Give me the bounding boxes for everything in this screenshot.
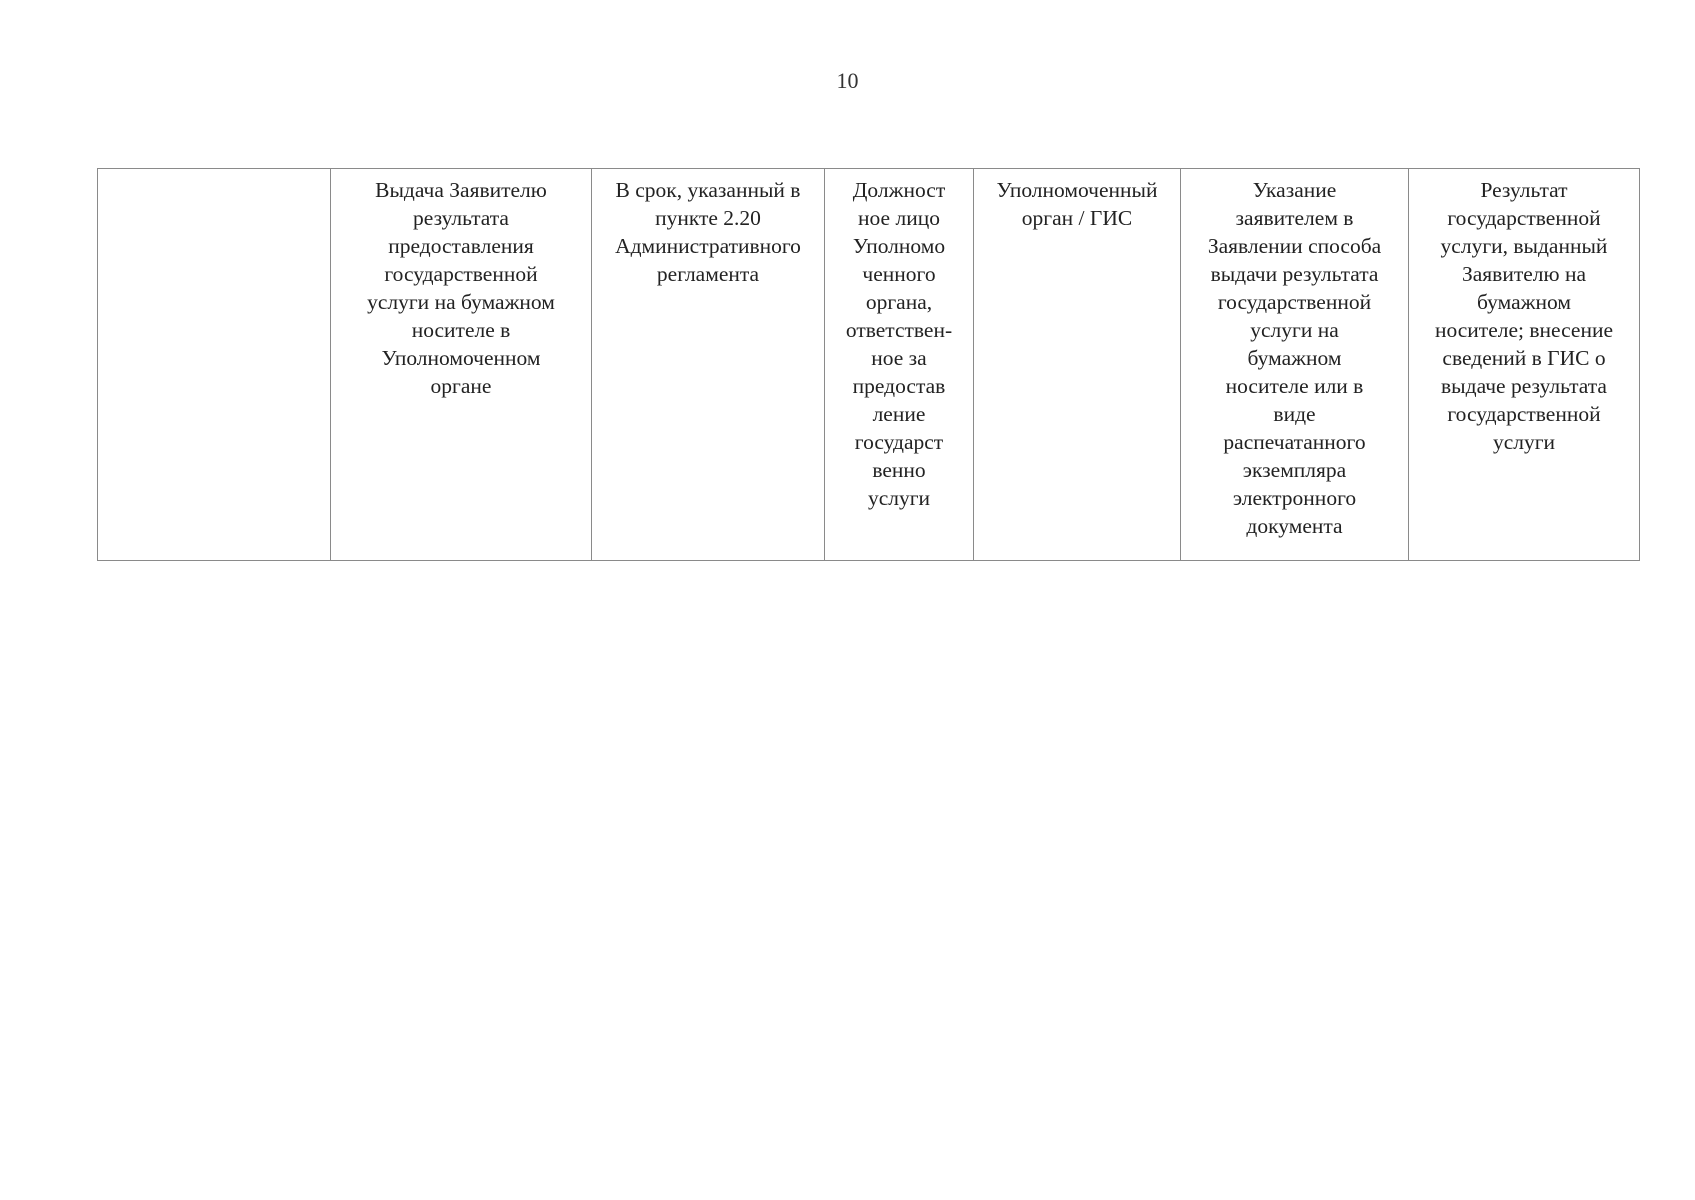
table-cell-action [331,169,592,561]
page-number: 10 [836,68,859,93]
cell-text: Указание заявителем в Заявлении способа выдачи результата государственной услуги на бумажном носителе или в виде распечатанного экземпляра электронного документа [1207,178,1382,538]
procedure-table [97,168,1640,561]
table-row [98,169,1640,561]
cell-text: В срок, указанный в пункте 2.20 Административного регламента [615,178,801,286]
table-cell-empty [98,169,331,561]
cell-text: Результат государственной услуги, выданный Заявителю на бумажном носителе; внесение сведений в ГИС о выдаче результата государственной услуги [1434,178,1614,454]
table-cell-deadline [592,169,825,561]
cell-text: Уполномоченный орган / ГИС [996,178,1158,230]
table-cell-place [974,169,1181,561]
cell-text: Выдача Заявителю результата предоставления государственной услуги на бумажном носителе в Уполномоченном органе [367,178,555,398]
table-cell-result [1409,169,1640,561]
table-cell-criteria [1181,169,1409,561]
cell-text: Должност ное лицо Уполномо ченного органа, ответствен- ное за предостав ление государст венно услуги [845,178,953,510]
table-cell-responsible [825,169,974,561]
